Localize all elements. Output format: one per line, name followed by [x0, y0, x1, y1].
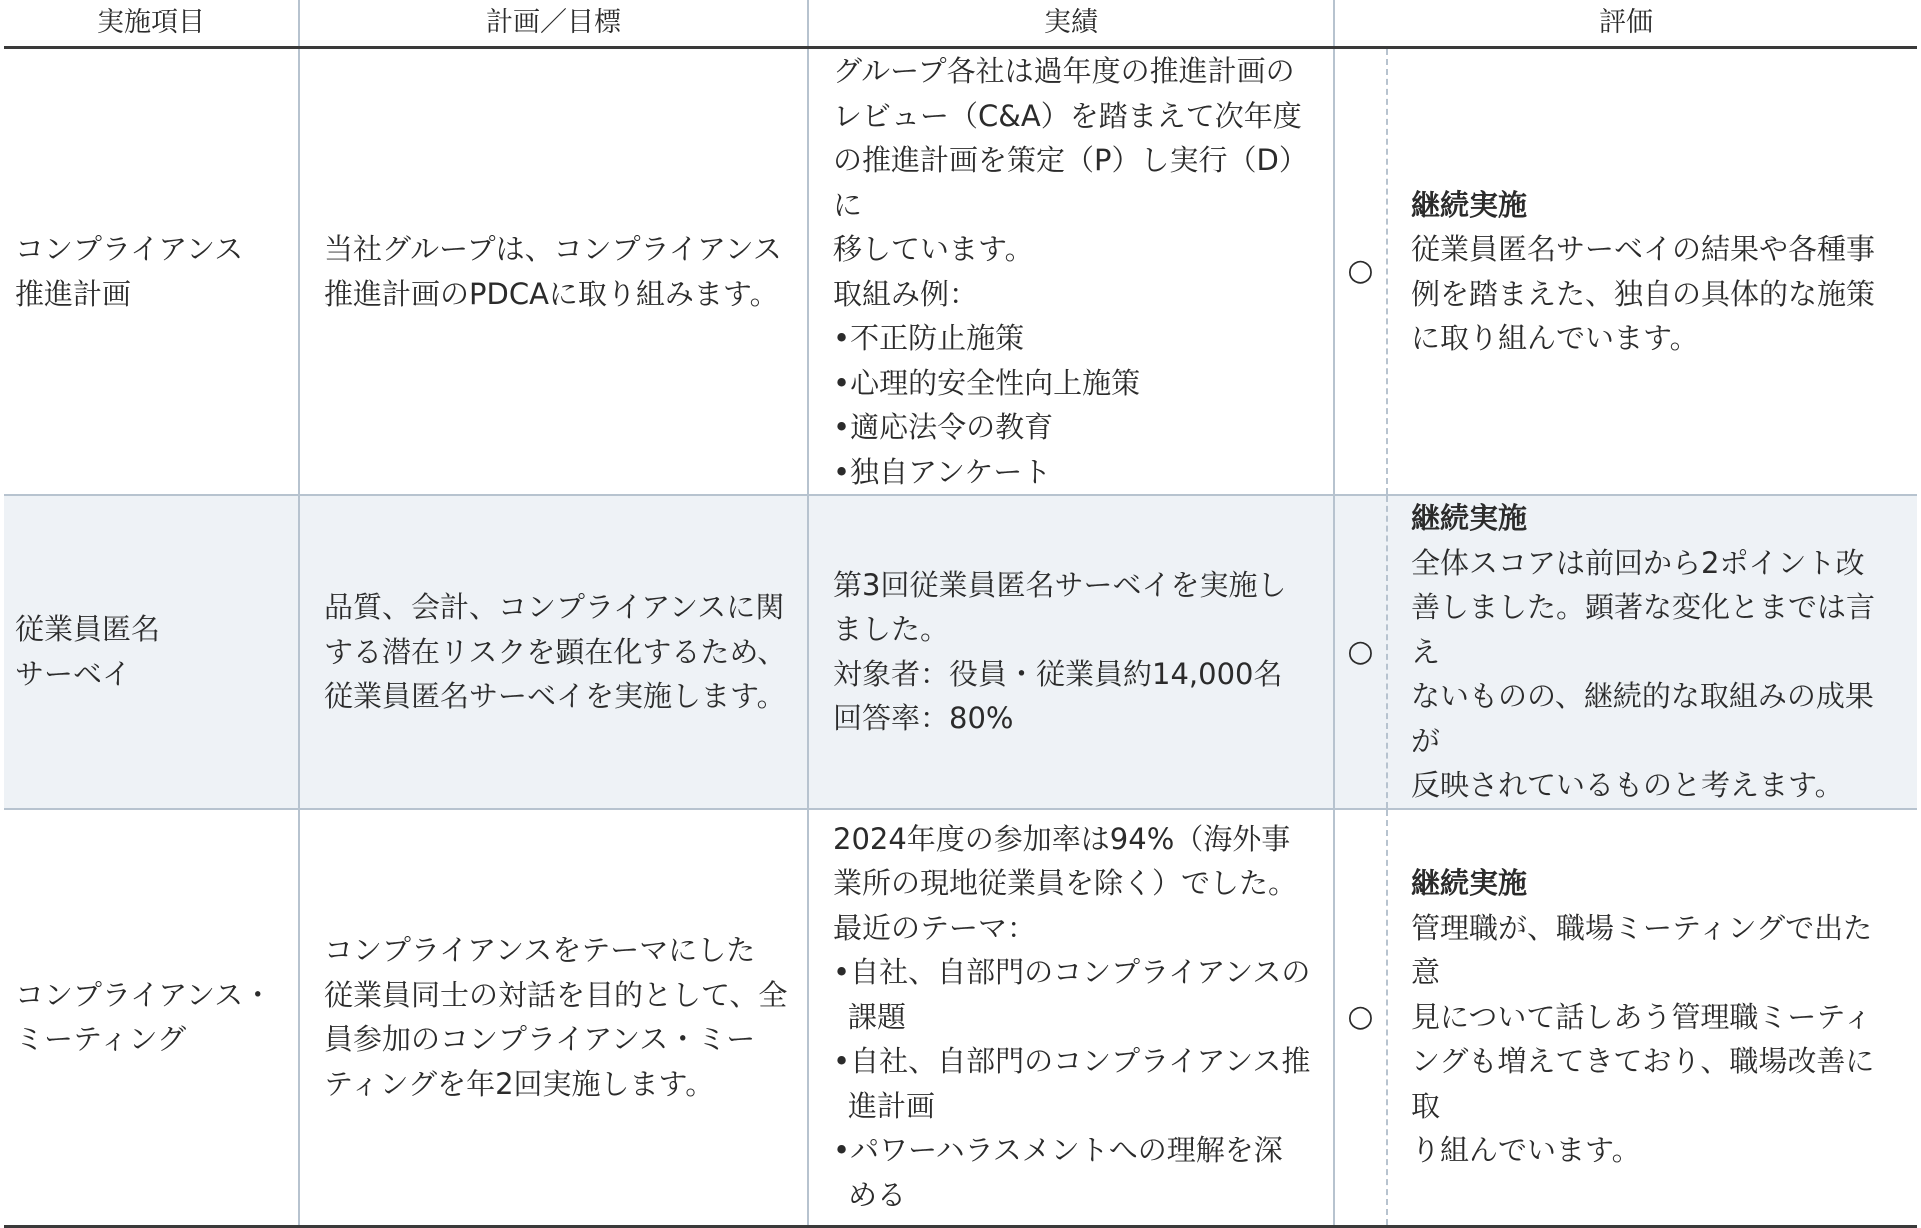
result-content	[809, 563, 1333, 741]
result-line: 対象者：役員・従業員約14,000名	[833, 656, 1283, 691]
item-cell	[4, 48, 299, 496]
evaluation-cell	[1387, 48, 1917, 496]
item-label: コンプライアンス・ ミーティング	[15, 977, 273, 1056]
table-row	[4, 495, 1917, 809]
item-label: 従業員匿名 サーベイ	[15, 612, 161, 691]
evaluation-title: 継続実施	[1411, 501, 1528, 535]
table-row	[4, 809, 1917, 1227]
result-bullet: •独自アンケート	[833, 454, 1052, 489]
item-label: コンプライアンス 推進計画	[15, 232, 244, 311]
result-text: 2024年度の参加率は94%（海外事 業所の現地従業員を除く）でした。	[833, 821, 1298, 901]
evaluation-cell	[1387, 809, 1917, 1227]
result-bullet: •パワーハラスメントへの理解を深 める	[833, 1133, 1283, 1212]
evaluation-text: 管理職が、職場ミーティングで出た意 見について話しあう管理職ミーティ ングも増えてきており、職場改善に取 り組んでいます。	[1411, 910, 1875, 1168]
result-text: グループ各社は過年度の推進計画の レビュー（C&A）を踏まえて次年度 の推進計画を策定（P）し実行（D）に 移しています。	[833, 54, 1308, 266]
evaluation-content	[1388, 183, 1917, 361]
compliance-table	[4, 0, 1917, 1228]
item-cell	[4, 809, 299, 1227]
result-label: 取組み例：	[833, 276, 979, 311]
evaluation-cell	[1387, 495, 1917, 809]
result-cell	[808, 48, 1334, 496]
plan-cell	[299, 809, 808, 1227]
plan-text: 品質、会計、コンプライアンスに関 する潜在リスクを顕在化するため、 従業員匿名サーベイを実施します。	[324, 590, 787, 713]
result-bullet: •自社、自部門のコンプライアンスの 課題	[833, 955, 1311, 1034]
evaluation-title: 継続実施	[1411, 187, 1528, 222]
evaluation-mark: ○	[1334, 48, 1387, 496]
plan-cell	[299, 48, 808, 496]
result-bullet: •適応法令の教育	[833, 410, 1054, 444]
evaluation-content	[1388, 496, 1917, 808]
result-bullet: •自社、自部門のコンプライアンス推 進計画	[833, 1044, 1311, 1123]
header-evaluation: 評価	[1334, 0, 1917, 48]
result-bullet: •心理的安全性向上施策	[833, 365, 1141, 400]
result-bullet: •不正防止施策	[833, 321, 1025, 355]
item-cell	[4, 495, 299, 809]
evaluation-mark: ○	[1334, 495, 1387, 809]
evaluation-title: 継続実施	[1411, 866, 1528, 901]
table-row	[4, 48, 1917, 496]
result-cell	[808, 809, 1334, 1227]
evaluation-mark: ○	[1334, 809, 1387, 1227]
header-item: 実施項目	[4, 0, 299, 48]
result-content	[809, 49, 1333, 494]
result-content	[809, 817, 1333, 1218]
result-line: 回答率：80%	[833, 701, 1014, 736]
plan-text: 当社グループは、コンプライアンス 推進計画のPDCAに取り組みます。	[324, 232, 782, 311]
result-label: 最近のテーマ：	[833, 910, 1037, 945]
plan-cell	[299, 495, 808, 809]
evaluation-content	[1388, 861, 1917, 1173]
result-text: 第3回従業員匿名サーベイを実施し ました。	[833, 567, 1287, 647]
evaluation-text: 従業員匿名サーベイの結果や各種事 例を踏まえた、独自の具体的な施策 に取り組んでいます。	[1411, 232, 1876, 355]
result-cell	[808, 495, 1334, 809]
header-result: 実績	[808, 0, 1334, 48]
plan-text: コンプライアンスをテーマにした 従業員同士の対話を目的として、全 員参加のコンプライアンス・ミー ティングを年2回実施します。	[324, 933, 788, 1101]
header-row	[4, 0, 1917, 48]
header-plan: 計画／目標	[299, 0, 808, 48]
evaluation-text: 全体スコアは前回から2ポイント改 善しました。顕著な変化とまでは言え ないものの、継続的な取組みの成果が 反映されているものと考えます。	[1411, 545, 1876, 802]
